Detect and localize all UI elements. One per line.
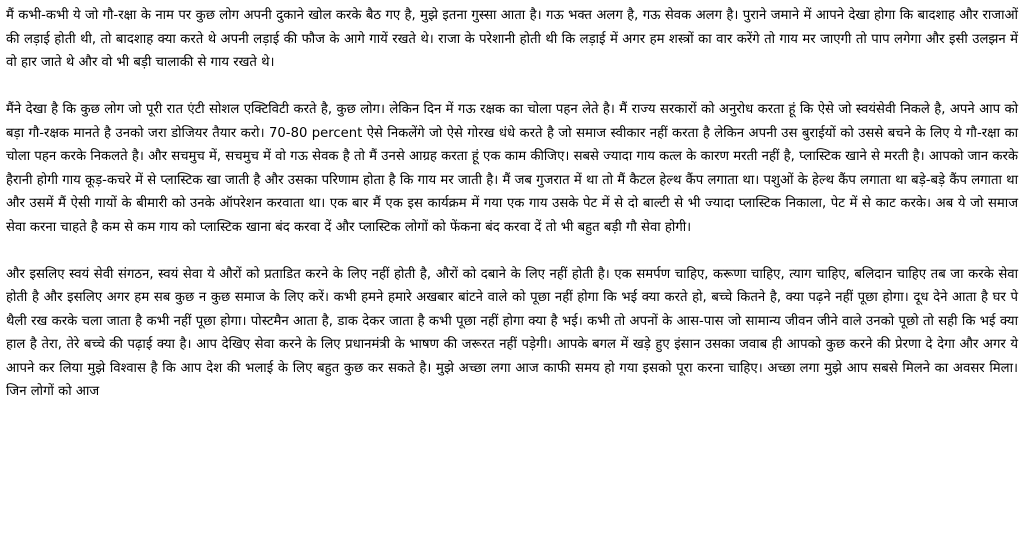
paragraph-2: मैंने देखा है कि कुछ लोग जो पूरी रात एंटी सोशल एक्टिविटी करते है, कुछ लोग। लेकिन दिन में गऊ रक्षक का चोला पहन लेते है। मैं राज्य सरकारों को अनुरोध करता हूं कि ऐसे जो स्वयंसेवी निकले है, अपने आप को बड़ा गौ-रक्षक मानते है उनको जरा डोजियर तैयार करो। 70-80 percent ऐसे निकलेंगे जो ऐसे गोरख धंधे करते है जो समाज स्वीकार नहीं करता है लेकिन अपनी उस बुराईयों को उससे बचने के लिए ये गौ-रक्षा का चोला पहन करके निकलते है। और सचमुच में, सचमुच में वो गऊ सेवक है तो मैं उनसे आग्रह करता हूं एक काम कीजिए। सबसे ज्यादा गाय कत्ल के कारण मरती नहीं है, प्लास्टिक खाने से मरती है। आपको जान करके हैरानी होगी गाय कूड़-कचरे में से प्लास्टिक खा जाती है और उसका परिणाम होता है कि गाय मर जाती है। मैं जब गुजरात में था तो मैं कैटल हेल्थ कैंप लगाता था। पशुओं के हेल्थ कैंप लगाता था बड़े-बड़े कैंप लगाता था और उसमें मैं ऐसी गायों के बीमारी को उनके ऑपरेशन करवाता था। एक बार मैं एक इस कार्यक्रम में गया एक गाय उसके पेट में से दो बाल्टी से भी ज्यादा प्लास्टिक निकाला, पेट में से काट करके। अब ये जो समाज सेवा करना चाहते है कम से कम गाय को प्लास्टिक खाना बंद करवा दें और प्लास्टिक लोगों को फेंकना बंद करवा दें तो भी बहुत बड़ी गौ सेवा होगी। bbox=[6, 102, 1018, 235]
paragraph-1: मैं कभी-कभी ये जो गौ-रक्षा के नाम पर कुछ लोग अपनी दुकाने खोल करके बैठ गए है, मुझे इतना गुस्सा आता है। गऊ भक्त अलग है, गऊ सेवक अलग है। पुराने जमाने में आपने देखा होगा कि बादशाह और राजाओं की लड़ाई होती थी, तो बादशाह क्या करते थे अपनी लड़ाई की फौज के आगे गायें रखते थे। राजा के परेशानी होती थी कि लड़ाई में अगर हम शस्त्रों का वार करेंगे तो गाय मर जाएगी तो पाप लगेगा और इसी उलझन में वो हार जाते थे और वो भी बड़ी चालाकी से गाय रखते थे। bbox=[6, 8, 1018, 70]
paragraph-3: और इसलिए स्वयं सेवी संगठन, स्वयं सेवा ये औरों को प्रताडित करने के लिए नहीं होती है, औरों को दबाने के लिए नहीं होती है। एक समर्पण चाहिए, करूणा चाहिए, त्याग चाहिए, बलिदान चाहिए तब जा करके सेवा होती है और इसलिए अगर हम सब कुछ न कुछ समाज के लिए करें। कभी हमने हमारे अखबार बांटने वाले को पूछा नहीं होगा कि भई क्या करते हो, बच्चे कितने है, क्या पढ़ने नहीं पूछा होगा। दूध देने आता है घर पे थैली रख करके चला जाता है कभी नहीं पूछा होगा। पोस्टमैन आता है, डाक देकर जाता है कभी पूछा नहीं होगा क्या है भई। कभी तो अपनों के आस-पास जो सामान्य जीवन जीने वाले उनको पूछो तो सही कि भई क्या हाल है तेरा, तेरे बच्चे की पढ़ाई क्या है। आप देखिए सेवा करने के लिए प्रधानमंत्री के भाषण की जरूरत नहीं पड़ेगी। आपके बगल में खड़े हुए इंसान उसका जवाब ही आपको कुछ करने की प्रेरणा दे देगा और अगर ये आपने कर लिया मुझे विश्वास है कि आप देश की भलाई के लिए बहुत कुछ कर सकते है। मुझे अच्छा लगा आज काफी समय हो गया इसको पूरा करना चाहिए। अच्छा लगा मुझे आप सबसे मिलने का अवसर मिला। जिन लोगों को आज bbox=[6, 266, 1018, 399]
document-body bbox=[6, 4, 1018, 404]
